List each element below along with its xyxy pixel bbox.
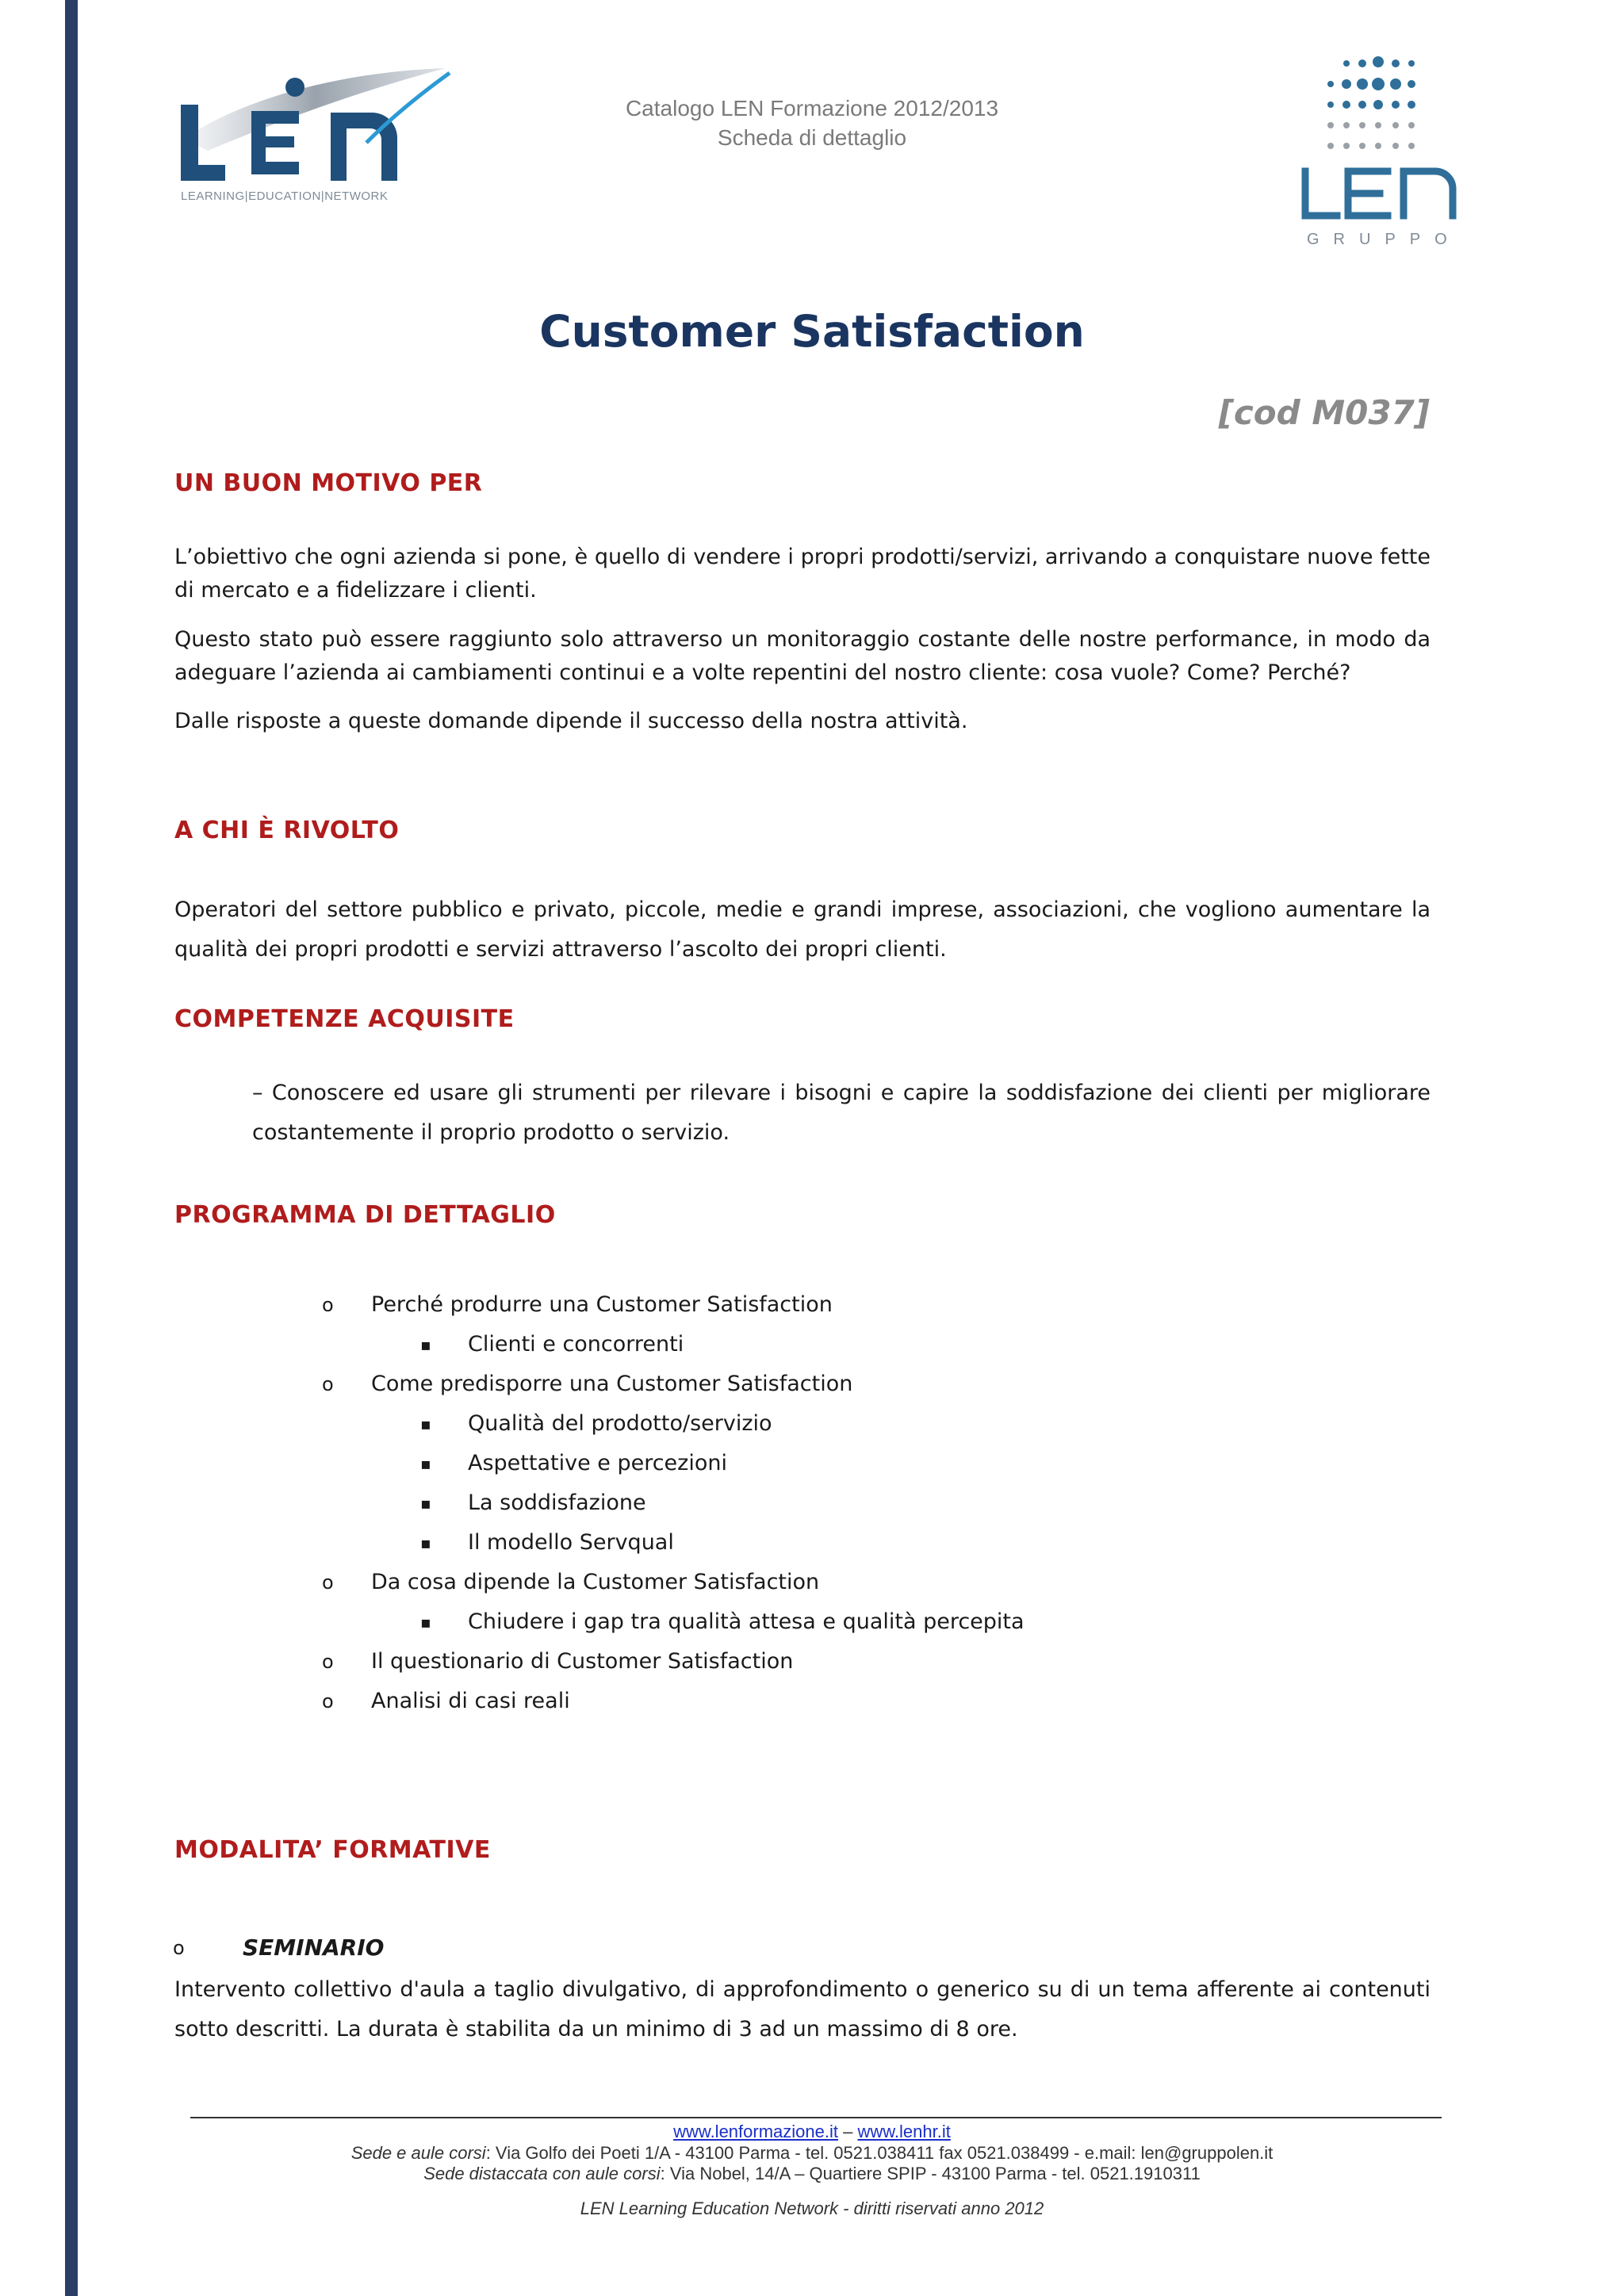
program-subitem-label: Qualità del prodotto/servizio bbox=[468, 1411, 772, 1436]
footer-link-lenhr[interactable]: www.lenhr.it bbox=[857, 2122, 951, 2141]
square-bullet-icon: ▪ bbox=[420, 1533, 431, 1552]
circle-bullet-icon: o bbox=[322, 1571, 334, 1594]
footer-address-main-label: Sede e aule corsi bbox=[350, 2143, 486, 2163]
circle-bullet-icon: o bbox=[322, 1373, 334, 1395]
square-bullet-icon: ▪ bbox=[420, 1613, 431, 1632]
program-item-label: Analisi di casi reali bbox=[371, 1689, 570, 1713]
square-bullet-icon: ▪ bbox=[420, 1454, 431, 1473]
footer-divider bbox=[190, 2117, 1442, 2118]
program-subitem-label: Il modello Servqual bbox=[468, 1530, 674, 1555]
competenze-item: – Conoscere ed usare gli strumenti per rilevare i bisogni e capire la soddisfazione dei clienti per migliorare costantemente il proprio prodotto o servizio. bbox=[252, 1081, 1431, 1145]
page-title: Customer Satisfaction bbox=[539, 306, 1085, 357]
footer-address-secondary-label: Sede distaccata con aule corsi bbox=[423, 2164, 661, 2183]
circle-bullet-icon: o bbox=[322, 1294, 334, 1316]
program-subitem-label: Chiudere i gap tra qualità attesa e qualità percepita bbox=[468, 1609, 1025, 1634]
square-bullet-icon: ▪ bbox=[420, 1335, 431, 1354]
footer-address-secondary bbox=[0, 2164, 1624, 2184]
motivo-paragraph-2: Questo stato può essere raggiunto solo attraverso un monitoraggio costante delle nostre performance, in modo da adeguare l’azienda ai cambiamenti continui e a volte repentini del nostro cliente: cosa vuole? Come? Perché? bbox=[174, 627, 1431, 685]
program-subitem-label: La soddisfazione bbox=[468, 1490, 646, 1515]
circle-bullet-icon: o bbox=[322, 1690, 334, 1712]
section-heading-rivolto: A CHI È RIVOLTO bbox=[174, 817, 400, 844]
circle-bullet-icon: o bbox=[173, 1937, 185, 1959]
square-bullet-icon: ▪ bbox=[420, 1414, 431, 1433]
program-subitem-label: Aspettative e percezioni bbox=[468, 1451, 727, 1475]
square-bullet-icon: ▪ bbox=[420, 1494, 431, 1513]
seminario-description: Intervento collettivo d'aula a taglio divulgativo, di approfondimento o generico su di un tema afferente ai contenuti sotto descritti. La durata è stabilita da un minimo di 3 ad un massimo di 8 ore. bbox=[174, 1977, 1431, 2042]
circle-bullet-icon: o bbox=[322, 1651, 334, 1673]
section-heading-modalita: MODALITA’ FORMATIVE bbox=[174, 1836, 491, 1864]
footer-copyright: LEN Learning Education Network - diritti riservati anno 2012 bbox=[580, 2198, 1044, 2218]
course-code: [cod M037] bbox=[1218, 393, 1430, 432]
motivo-paragraph-1: L’obiettivo che ogni azienda si pone, è quello di vendere i propri prodotti/servizi, arrivando a conquistare nuove fette di mercato e a fidelizzare i clienti. bbox=[174, 545, 1431, 603]
footer-address-main-text: : Via Golfo dei Poeti 1/A - 43100 Parma - tel. 0521.038411 fax 0521.038499 - e.mail: len@gruppolen.it bbox=[485, 2143, 1274, 2163]
len-gruppo-logo-subtitle: GRUPPO bbox=[1307, 231, 1461, 248]
section-heading-motivo: UN BUON MOTIVO PER bbox=[174, 469, 483, 497]
program-item-label: Come predisporre una Customer Satisfaction bbox=[371, 1372, 853, 1396]
rivolto-paragraph: Operatori del settore pubblico e privato, piccole, medie e grandi imprese, associazioni, che vogliono aumentare la qualità dei propri prodotti e servizi attraverso l’ascolto dei propri clienti. bbox=[174, 897, 1431, 962]
program-item-label: Da cosa dipende la Customer Satisfaction bbox=[371, 1570, 820, 1594]
motivo-paragraph-3: Dalle risposte a queste domande dipende il successo della nostra attività. bbox=[174, 709, 968, 733]
footer-link-lenformazione[interactable]: www.lenformazione.it bbox=[673, 2122, 838, 2141]
catalog-title: Catalogo LEN Formazione 2012/2013 bbox=[625, 96, 999, 121]
footer-link-separator: – bbox=[838, 2122, 858, 2141]
section-heading-programma: PROGRAMMA DI DETTAGLIO bbox=[174, 1201, 556, 1229]
footer-address-secondary-text: : Via Nobel, 14/A – Quartiere SPIP - 43100 Parma - tel. 0521.1910311 bbox=[660, 2164, 1201, 2183]
footer-links bbox=[0, 2122, 1624, 2142]
section-heading-competenze: COMPETENZE ACQUISITE bbox=[174, 1005, 515, 1033]
program-item-label: Il questionario di Customer Satisfaction bbox=[371, 1649, 794, 1674]
program-item-label: Perché produrre una Customer Satisfaction bbox=[371, 1292, 833, 1317]
len-learning-logo-tagline: LEARNING|EDUCATION|NETWORK bbox=[181, 189, 389, 203]
seminario-label: SEMINARIO bbox=[243, 1934, 385, 1961]
catalog-subtitle: Scheda di dettaglio bbox=[717, 125, 907, 150]
footer-address-main bbox=[0, 2143, 1624, 2164]
len-gruppo-logo bbox=[1300, 52, 1467, 251]
program-subitem-label: Clienti e concorrenti bbox=[468, 1332, 684, 1357]
